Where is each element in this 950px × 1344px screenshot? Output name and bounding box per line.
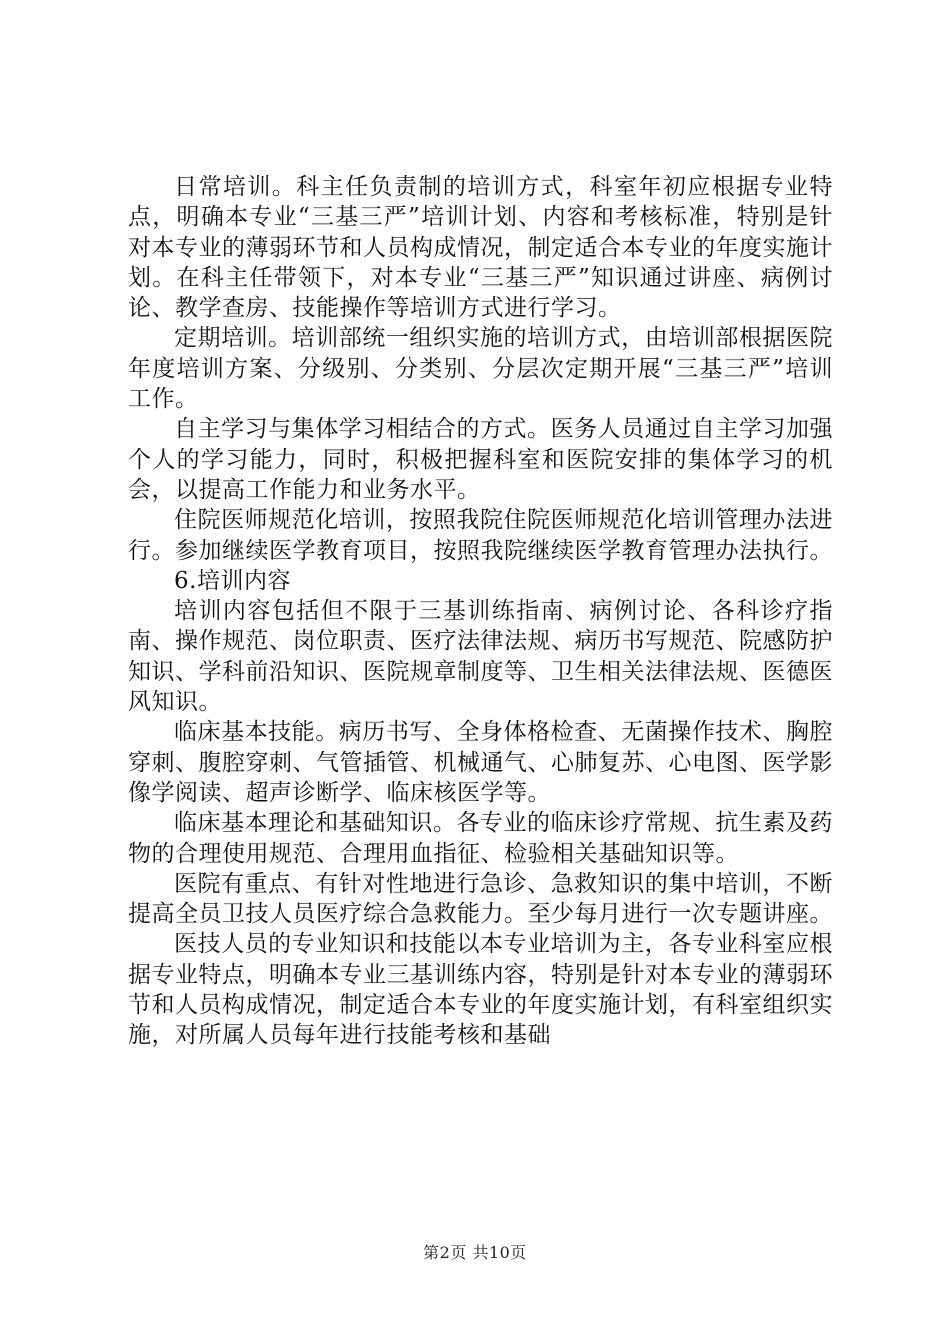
paragraph-residency-training: 住院医师规范化培训，按照我院住院医师规范化培训管理办法进行。参加继续医学教育项目，按照我院继续医学教育管理办法执行。	[128, 507, 833, 564]
paragraph-daily-training: 日常培训。科主任负责制的培训方式，科室年初应根据专业特点，明确本专业“三基三严”培训计划、内容和考核标准，特别是针对本专业的薄弱环节和人员构成情况，制定适合本专业的年度实施计划。在科主任带领下，对本专业“三基三严”知识通过讲座、病例讨论、教学查房、技能操作等培训方式进行学习。	[128, 174, 833, 322]
paragraph-periodic-training: 定期培训。培训部统一组织实施的培训方式，由培训部根据医院年度培训方案、分级别、分类别、分层次定期开展“三基三严”培训工作。	[128, 325, 833, 413]
document-body	[128, 172, 833, 1051]
paragraph-emergency-training: 医院有重点、有针对性地进行急诊、急救知识的集中培训，不断提高全员卫技人员医疗综合急救能力。至少每月进行一次专题讲座。	[128, 870, 833, 928]
paragraph-clinical-skills: 临床基本技能。病历书写、全身体格检查、无菌操作技术、胸腔穿刺、腹腔穿刺、气管插管、机械通气、心肺复苏、心电图、医学影像学阅读、超声诊断学、临床核医学等。	[128, 719, 833, 806]
paragraph-clinical-theory: 临床基本理论和基础知识。各专业的临床诊疗常规、抗生素及药物的合理使用规范、合理用血指征、检验相关基础知识等。	[128, 810, 833, 867]
paragraph-medical-technicians: 医技人员的专业知识和技能以本专业培训为主，各专业科室应根据专业特点，明确本专业三基训练内容，特别是针对本专业的薄弱环节和人员构成情况，制定适合本专业的年度实施计划，有科室组织实施，对所属人员每年进行技能考核和基础	[128, 931, 833, 1049]
page-number-footer: 第2页 共10页	[423, 1243, 527, 1262]
paragraph-self-study: 自主学习与集体学习相结合的方式。医务人员通过自主学习加强个人的学习能力，同时，积极把握科室和医院安排的集体学习的机会，以提高工作能力和业务水平。	[128, 416, 833, 503]
paragraph-training-content: 培训内容包括但不限于三基训练指南、病例讨论、各科诊疗指南、操作规范、岗位职责、医疗法律法规、病历书写规范、院感防护知识、学科前沿知识、医院规章制度等、卫生相关法律法规、医德医风知识。	[128, 598, 833, 716]
section-heading-training-content: 6.培训内容	[174, 567, 291, 594]
